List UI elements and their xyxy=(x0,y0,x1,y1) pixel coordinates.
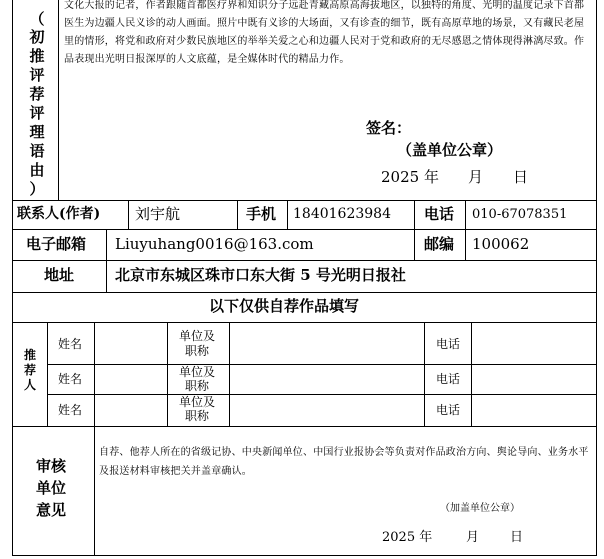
contact-value: 刘宇航 xyxy=(135,205,181,223)
referrer-unit-label: 单位及 xyxy=(179,365,216,379)
email-value: Liuyuhang0016@163.com xyxy=(115,235,314,253)
referrer-phone-label: 电话 xyxy=(436,403,461,417)
side-char: 理 xyxy=(29,123,45,141)
signature-label: 签名： xyxy=(366,119,412,137)
recommend-side-label xyxy=(26,6,50,196)
side-char: 初 xyxy=(29,28,45,46)
postcode-value: 100062 xyxy=(472,235,530,253)
review-seal-label: （加盖单位公章） xyxy=(440,503,520,514)
date-year: 2025 年 xyxy=(381,168,439,186)
referrer-name-label: 姓名 xyxy=(58,372,83,386)
referrer-title-label: 职称 xyxy=(185,379,210,393)
referrer-name-label: 姓名 xyxy=(58,403,83,417)
self-section-title: 以下仅供自荐作品填写 xyxy=(209,297,360,315)
recommend-reason-text: 文化大报的记者，作者跟随首都医疗界和知识分子远赴青藏高原高海拔地区，以独特的角度、光明的温度记录下首都医生为边疆人民义诊的动人画面。照片中既有义诊的大场面，又有诊查的细节，既有高原草地的场景，又有藏民老屋里的情形，将党和政府对少数民族地区的举举关爱之心和边疆人民对于党和政府的无尽感恩之情体现得淋漓尽致。作品表现出光明日报深厚的人文底蕴，是全媒体时代的精品力作。 xyxy=(64,0,585,65)
review-label-line: 单位 xyxy=(36,479,67,497)
review-label-line: 审核 xyxy=(36,457,67,475)
side-char: 由 xyxy=(29,161,45,179)
review-label-line: 意见 xyxy=(36,501,67,519)
review-date-month: 月 xyxy=(466,530,480,545)
review-date-day: 日 xyxy=(510,530,524,545)
referrer-phone-label: 电话 xyxy=(436,337,461,351)
review-label xyxy=(30,459,80,529)
seal-label: （盖单位公章） xyxy=(397,141,503,159)
side-char: 语 xyxy=(29,142,45,160)
side-char: 评 xyxy=(29,104,45,122)
side-char: ） xyxy=(29,180,45,198)
phone-value: 010-67078351 xyxy=(472,207,568,222)
referrer-unit-label: 单位及 xyxy=(179,329,216,343)
referrer-char: 荐 xyxy=(23,363,36,377)
side-char: 荐 xyxy=(29,85,45,103)
referrer-title-label: 职称 xyxy=(185,409,210,423)
side-char: （ xyxy=(29,10,45,28)
review-date-year: 2025 年 xyxy=(382,530,433,545)
side-char: 评 xyxy=(29,66,45,84)
email-label: 电子邮箱 xyxy=(26,235,87,253)
mobile-label: 手机 xyxy=(246,205,277,223)
review-text: 自荐、他荐人所在的省级记协、中央新闻单位、中国行业报协会等负责对作品政治方向、舆论导向、业务水平及报送材料审核把关并盖章确认。 xyxy=(99,447,589,477)
date-day: 日 xyxy=(513,168,529,186)
referrer-title-label: 职称 xyxy=(185,344,210,358)
referrer-char: 推 xyxy=(23,348,36,362)
referrer-name-label: 姓名 xyxy=(58,337,83,351)
date-month: 月 xyxy=(468,168,484,186)
side-char: 推 xyxy=(29,47,45,65)
referrer-char: 人 xyxy=(23,378,36,392)
mobile-value: 18401623984 xyxy=(293,206,391,222)
referrer-unit-label: 单位及 xyxy=(179,395,216,409)
contact-label: 联系人(作者) xyxy=(17,206,101,222)
phone-label: 电话 xyxy=(424,205,455,223)
address-value: 北京市东城区珠市口东大街 5 号光明日报社 xyxy=(115,266,406,284)
postcode-label: 邮编 xyxy=(424,235,455,253)
referrer-phone-label: 电话 xyxy=(436,372,461,386)
address-label: 地址 xyxy=(44,266,75,284)
referrer-label xyxy=(20,348,40,408)
